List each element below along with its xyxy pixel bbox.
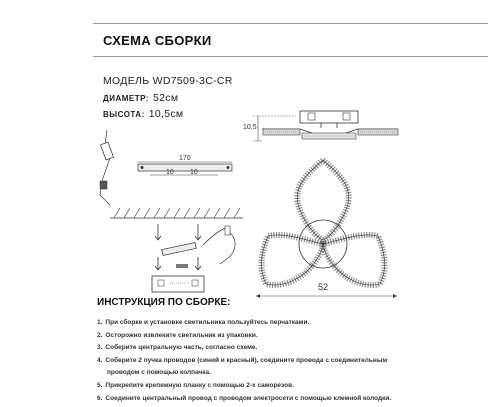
top-view [262, 160, 385, 285]
instruction-step-number: 1. [97, 319, 103, 326]
height-value: 10,5см [148, 108, 184, 120]
instruction-step-number: 6. [97, 394, 103, 402]
instructions-list [97, 319, 497, 407]
height-label: ВЫСОТА: [103, 110, 145, 119]
instruction-step-text: Соедините центральный провод с проводом электросети с помощью клемной колодки. [105, 394, 392, 402]
instruction-step [97, 369, 497, 377]
instruction-step-number: 3. [97, 344, 103, 352]
instruction-step [97, 332, 497, 340]
side-height-label: 10,5 [243, 124, 257, 131]
lobe-left [262, 235, 323, 285]
instruction-step-text: Осторожно извлеките светильник из упаковки. [105, 331, 258, 339]
ceiling-hatch [110, 208, 243, 218]
diameter-dimension-label: 52 [318, 282, 329, 292]
instruction-step [97, 382, 497, 390]
plate-length-label: 170 [179, 155, 191, 162]
instruction-step [97, 395, 497, 403]
side-view [243, 111, 398, 141]
plate-body [138, 164, 232, 171]
mounting-plate [138, 155, 232, 176]
diameter-label: ДИАМЕТР: [103, 94, 150, 103]
instruction-step-number: 2. [97, 331, 103, 339]
model-value: WD7509-3C-CR [152, 75, 233, 87]
instruction-step [97, 357, 497, 365]
mounting-assembly [152, 224, 235, 292]
page-title: СХЕМА СБОРКИ [103, 33, 212, 48]
instruction-step-text: проводом с помощью колпачка. [107, 369, 211, 377]
wire-terminal [100, 130, 113, 205]
instruction-step-text: При сборке и установке светильника пользуйтесь перчатками. [105, 319, 310, 326]
instruction-step-text: Соберите центральную часть, согласно схеме. [105, 344, 258, 352]
lobe-right [323, 235, 384, 285]
instruction-step-number: 5. [97, 381, 103, 389]
instruction-step-text: Соберите 2 пучка проводов (синий и красный), соедините провода с соединительным [105, 356, 388, 364]
instructions-title: ИНСТРУКЦИЯ ПО СБОРКЕ: [97, 297, 231, 308]
plate-hole-right-label: 10 [190, 169, 198, 176]
diameter-value: 52см [153, 92, 179, 104]
instruction-step-text: Прикрепите крепежную планку с помощью 2-х саморезов. [105, 381, 294, 389]
instruction-step [97, 319, 497, 327]
instruction-step-number: 4. [97, 356, 103, 364]
model-label: МОДЕЛЬ [103, 75, 150, 87]
canopy-base [152, 276, 204, 292]
instruction-step [97, 344, 497, 352]
plate-hole-left-label: 10 [166, 169, 174, 176]
